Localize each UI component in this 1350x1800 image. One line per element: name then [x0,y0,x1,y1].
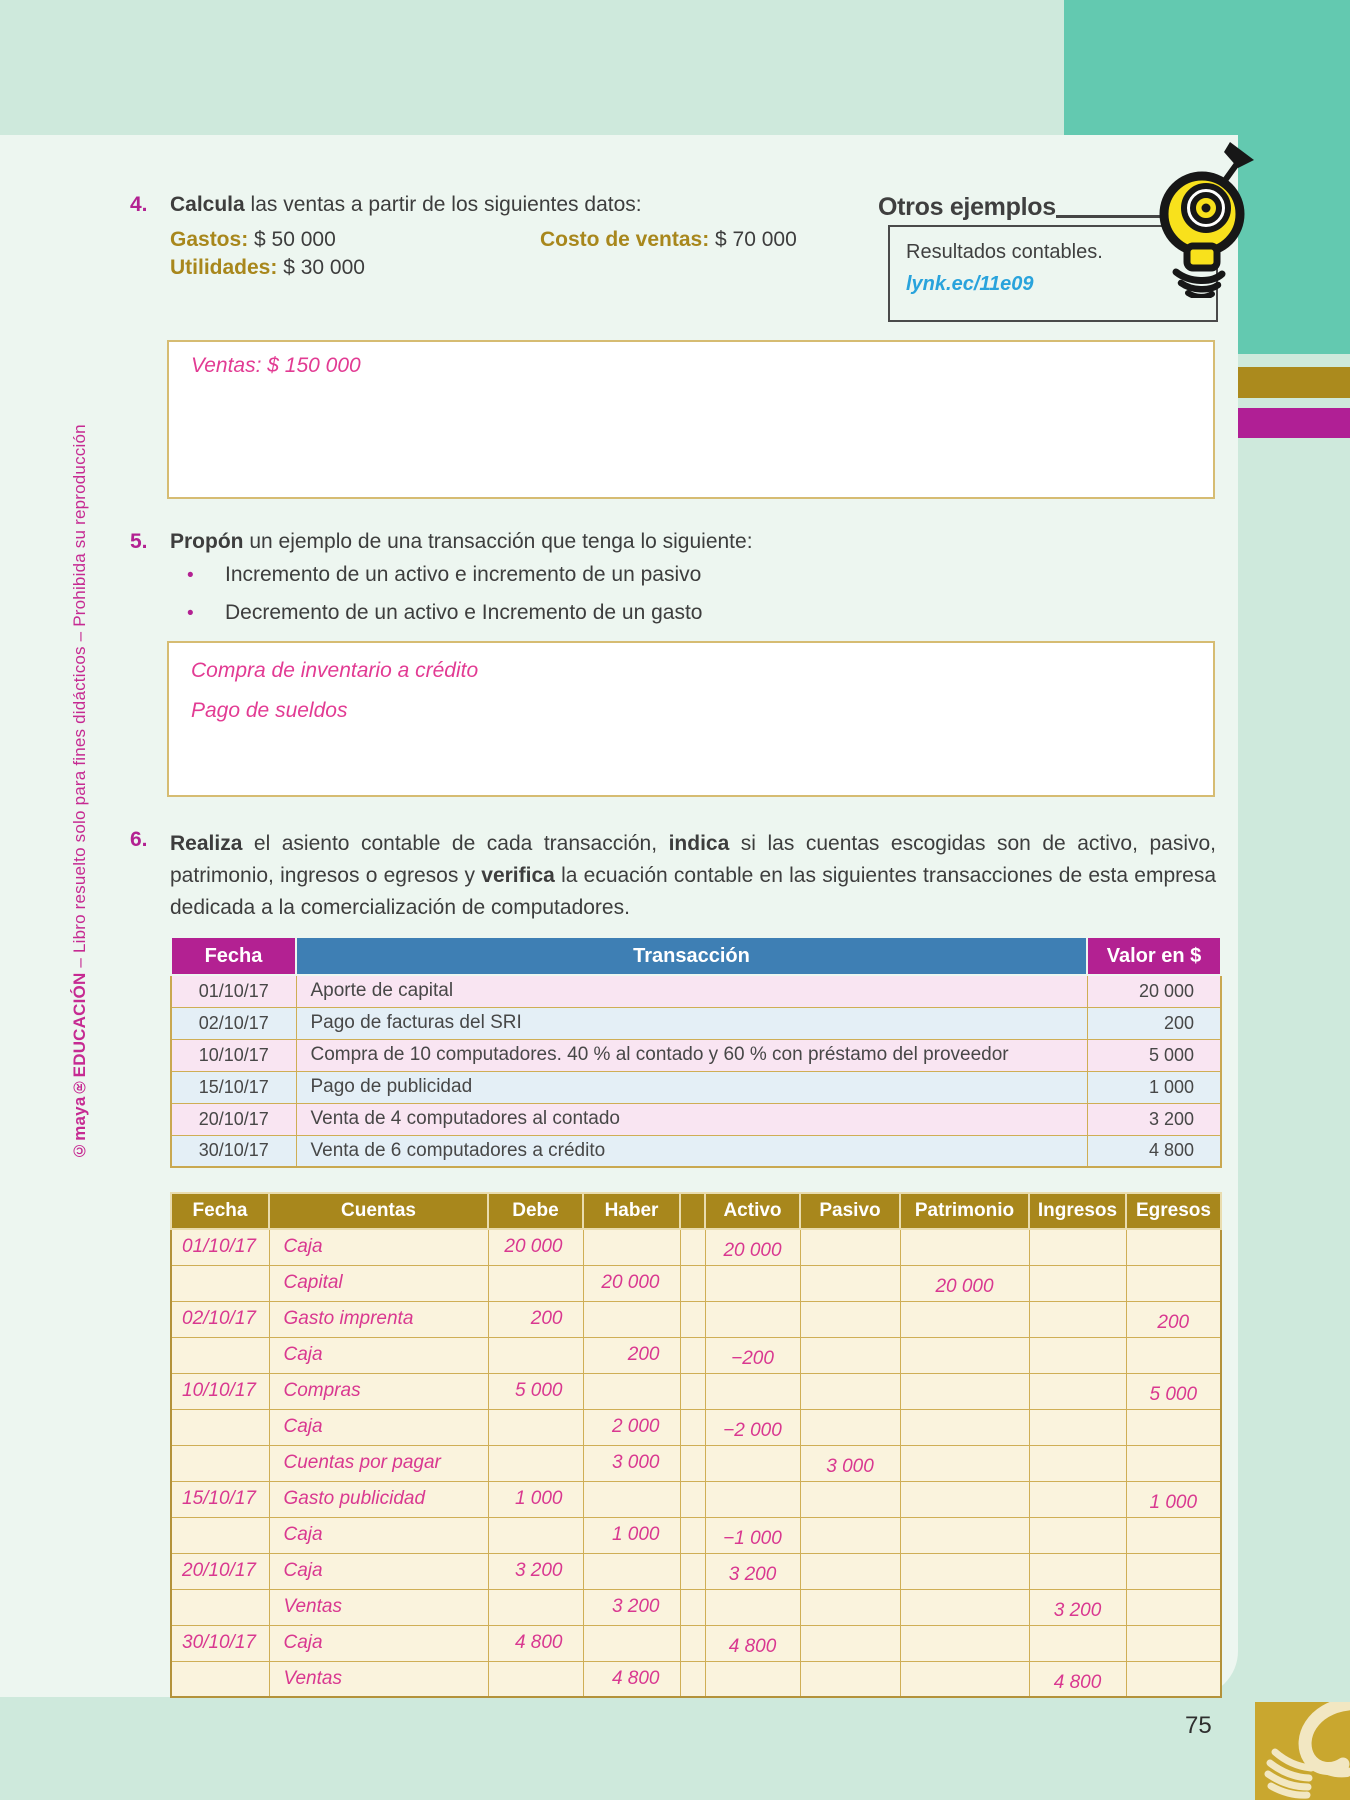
table-row [171,1301,1221,1337]
table-cell [488,1265,583,1301]
table-cell [800,1301,900,1337]
table-cell [1126,1625,1221,1661]
table-cell [488,1589,583,1625]
table-cell [583,1481,680,1517]
table-cell: 1 000 [1126,1481,1221,1517]
table-cell: Pago de publicidad [296,1071,1087,1103]
table-cell: 30/10/17 [171,1625,269,1661]
table-cell [900,1445,1029,1481]
column-header-patrimonio: Patrimonio [900,1193,1029,1229]
table-cell: 20/10/17 [171,1553,269,1589]
copyright-watermark [70,405,100,1160]
table-cell [680,1373,705,1409]
table-cell: 1 000 [1087,1071,1221,1103]
table-cell: −2 000 [705,1409,800,1445]
bullet-icon: • [187,565,194,586]
table-row [171,1409,1221,1445]
table-cell [900,1589,1029,1625]
exercise-6-verb-1: Realiza [170,832,243,855]
table-cell: 3 000 [583,1445,680,1481]
table-cell: 1 000 [583,1517,680,1553]
table-row [171,1229,1221,1265]
table-cell [488,1409,583,1445]
table-cell: 20 000 [705,1229,800,1265]
table-cell [1029,1301,1126,1337]
table-cell [680,1481,705,1517]
table-row [171,1589,1221,1625]
table-cell: Gasto imprenta [269,1301,488,1337]
table-row [171,1337,1221,1373]
table-cell [1029,1517,1126,1553]
table-cell [900,1553,1029,1589]
watermark-brand: ©maya®EDUCACIÓN [70,972,89,1160]
table-cell [488,1337,583,1373]
table-cell [171,1589,269,1625]
exercise-4-statement [130,192,642,218]
table-cell: 5 000 [488,1373,583,1409]
content-card [0,135,1238,1697]
table-cell [1126,1589,1221,1625]
exercise-5-answer-1: Compra de inventario a crédito [191,659,479,682]
table-cell [800,1409,900,1445]
table-cell: 20 000 [900,1265,1029,1301]
table-cell [800,1337,900,1373]
table-cell: 4 800 [488,1625,583,1661]
table-cell: Aporte de capital [296,975,1087,1007]
table-cell: Ventas [269,1661,488,1697]
table-cell [705,1445,800,1481]
table-cell [705,1265,800,1301]
exercise-4-number: 4. [130,193,148,216]
table-cell: 01/10/17 [171,975,296,1007]
table-cell: 200 [583,1337,680,1373]
table-cell [705,1661,800,1697]
column-header-debe: Debe [488,1193,583,1229]
table-cell [171,1517,269,1553]
table-cell [800,1481,900,1517]
bullet-1-text: Incremento de un activo e incremento de un pasivo [225,563,702,586]
journal-table-header [171,1193,1221,1229]
table-cell [900,1409,1029,1445]
table-cell: Compras [269,1373,488,1409]
transactions-table [170,936,1222,1168]
table-header-row [171,1193,1221,1229]
table-cell [1029,1553,1126,1589]
table-cell [1126,1661,1221,1697]
table-row [171,1553,1221,1589]
table-cell: 15/10/17 [171,1071,296,1103]
table-cell: 02/10/17 [171,1301,269,1337]
journal-table-body [171,1229,1221,1697]
table-cell [171,1661,269,1697]
exercise-6-seg-6: la ecuación contable en las siguientes transacciones de esta empresa dedicada a la comercialización de computadores. [170,864,1216,919]
table-row [171,1517,1221,1553]
table-cell: Capital [269,1265,488,1301]
exercise-6-statement [170,828,1216,924]
table-cell: 200 [1087,1007,1221,1039]
exercise-5-text: un ejemplo de una transacción que tenga lo siguiente: [243,530,753,553]
table-cell: Venta de 6 computadores a crédito [296,1135,1087,1167]
table-cell: Caja [269,1337,488,1373]
table-cell: 20 000 [488,1229,583,1265]
table-cell [171,1265,269,1301]
table-cell [1029,1337,1126,1373]
table-cell [1029,1445,1126,1481]
table-cell: 5 000 [1087,1039,1221,1071]
table-cell: 30/10/17 [171,1135,296,1167]
gastos-value: $ 50 000 [254,228,336,251]
table-cell: Compra de 10 computadores. 40 % al contado y 60 % con préstamo del proveedor [296,1039,1087,1071]
table-cell [1029,1481,1126,1517]
table-row [171,1007,1221,1039]
table-cell: 3 200 [705,1553,800,1589]
exercise-4-verb: Calcula [170,193,245,216]
column-header-fecha: Fecha [171,1193,269,1229]
table-cell [680,1229,705,1265]
column-header-ingresos: Ingresos [1029,1193,1126,1229]
table-cell [680,1517,705,1553]
table-row [171,1135,1221,1167]
table-cell: 4 800 [583,1661,680,1697]
table-cell: 1 000 [488,1481,583,1517]
table-cell [705,1301,800,1337]
table-cell [171,1337,269,1373]
utilidades-value: $ 30 000 [283,256,365,279]
bullet-2-text: Decremento de un activo e Incremento de un gasto [225,601,703,624]
column-header-pasivo: Pasivo [800,1193,900,1229]
table-cell: 4 800 [1087,1135,1221,1167]
exercise-6-verb-3: verifica [481,864,555,887]
exercise-5-bullet-2 [187,601,702,625]
table-cell [800,1229,900,1265]
utilidades-label: Utilidades: [170,256,278,279]
table-cell [1126,1229,1221,1265]
table-cell [1029,1625,1126,1661]
table-cell: 4 800 [1029,1661,1126,1697]
table-cell [705,1481,800,1517]
table-cell: Caja [269,1229,488,1265]
journal-table [170,1192,1222,1698]
table-cell [1029,1373,1126,1409]
column-header-fecha: Fecha [171,937,296,975]
table-cell [900,1301,1029,1337]
table-row [171,1103,1221,1135]
exercise-6-seg-2: el asiento contable de cada transacción, [242,832,669,855]
table-cell: Cuentas por pagar [269,1445,488,1481]
table-cell [680,1301,705,1337]
table-row [171,1481,1221,1517]
table-cell: Caja [269,1625,488,1661]
table-cell [800,1517,900,1553]
aside-link[interactable]: lynk.ec/11e09 [906,273,1034,295]
exercise-5-answer-box[interactable] [167,641,1215,797]
exercise-5-statement [130,529,753,555]
table-cell: 10/10/17 [171,1039,296,1071]
table-cell [1126,1445,1221,1481]
table-cell: Venta de 4 computadores al contado [296,1103,1087,1135]
table-cell [900,1373,1029,1409]
table-cell: Caja [269,1409,488,1445]
table-cell [1126,1553,1221,1589]
exercise-5-verb: Propón [170,530,244,553]
costo-ventas-pair [540,227,797,253]
aside-title: Otros ejemplos [878,193,1056,221]
table-cell: 3 200 [1087,1103,1221,1135]
table-cell [900,1337,1029,1373]
table-cell: 3 000 [800,1445,900,1481]
table-cell [800,1625,900,1661]
costo-ventas-value: $ 70 000 [715,228,797,251]
exercise-4-text: las ventas a partir de los siguientes datos: [244,193,642,216]
exercise-4-answer-box[interactable] [167,340,1215,499]
table-cell [900,1517,1029,1553]
table-cell [1029,1409,1126,1445]
watermark-text: – Libro resuelto solo para fines didácticos – Prohibida su reproducción [70,424,89,973]
table-cell [705,1373,800,1409]
table-cell [800,1553,900,1589]
table-cell [1029,1265,1126,1301]
table-cell [1126,1409,1221,1445]
exercise-5-answer-2: Pago de sueldos [191,699,348,722]
table-cell [680,1589,705,1625]
table-cell: Pago de facturas del SRI [296,1007,1087,1039]
maya-hand-logo [1255,1702,1350,1800]
table-cell: 200 [488,1301,583,1337]
table-cell [1029,1229,1126,1265]
table-cell [488,1661,583,1697]
table-cell [488,1445,583,1481]
table-cell [583,1553,680,1589]
exercise-5-bullet-1 [187,563,701,587]
table-cell [705,1589,800,1625]
column-header-haber: Haber [583,1193,680,1229]
table-cell: 15/10/17 [171,1481,269,1517]
table-header-row [171,937,1221,975]
table-cell [680,1625,705,1661]
column-header-valor: Valor en $ [1087,937,1221,975]
table-cell [488,1517,583,1553]
exercise-6-verb-2: indica [668,832,730,855]
right-edge-gold-bar [1238,367,1350,398]
table-row [171,1661,1221,1697]
table-cell: 01/10/17 [171,1229,269,1265]
table-cell: 3 200 [488,1553,583,1589]
table-cell: 5 000 [1126,1373,1221,1409]
table-row [171,1071,1221,1103]
aside-text: Resultados contables. [906,241,1103,263]
table-cell: 02/10/17 [171,1007,296,1039]
page-number: 75 [1185,1712,1212,1739]
table-row [171,975,1221,1007]
hand-holding-bulb-icon [1255,1702,1350,1800]
table-cell [1126,1265,1221,1301]
table-cell: 10/10/17 [171,1373,269,1409]
transactions-table-header [171,937,1221,975]
table-cell: Ventas [269,1589,488,1625]
table-cell [171,1445,269,1481]
table-cell [583,1229,680,1265]
table-cell [1126,1517,1221,1553]
table-row [171,1373,1221,1409]
table-cell: 3 200 [583,1589,680,1625]
table-cell [900,1625,1029,1661]
table-cell: 200 [1126,1301,1221,1337]
table-row [171,1625,1221,1661]
table-cell [680,1337,705,1373]
exercise-6-number: 6. [130,828,148,851]
exercise-5-number: 5. [130,530,148,553]
table-row [171,1445,1221,1481]
exercise-6-seg-4: si las cuentas escogidas son de activo, pasivo, patrimonio, ingresos o egresos y [170,832,1217,887]
costo-ventas-label: Costo de ventas: [540,228,710,251]
table-cell: 20/10/17 [171,1103,296,1135]
idea-lightbulb-target-icon [1158,140,1258,298]
table-cell [800,1265,900,1301]
exercise-4-data-line-2 [170,255,365,281]
table-cell [583,1301,680,1337]
table-cell: Caja [269,1553,488,1589]
table-cell [900,1661,1029,1697]
table-cell: −200 [705,1337,800,1373]
table-cell: 20 000 [583,1265,680,1301]
table-cell: −1 000 [705,1517,800,1553]
table-cell: 4 800 [705,1625,800,1661]
table-cell: 3 200 [1029,1589,1126,1625]
table-cell [680,1409,705,1445]
column-header-activo: Activo [705,1193,800,1229]
right-edge-magenta-bar [1238,408,1350,438]
column-header-transaccion: Transacción [296,937,1087,975]
bullet-icon: • [187,603,194,624]
table-cell [171,1409,269,1445]
table-cell [680,1265,705,1301]
column-header-egresos: Egresos [1126,1193,1221,1229]
table-cell [800,1661,900,1697]
gastos-label: Gastos: [170,228,249,251]
transactions-table-body [171,975,1221,1167]
table-cell [1126,1337,1221,1373]
table-cell: Gasto publicidad [269,1481,488,1517]
exercise-4-answer: Ventas: $ 150 000 [191,354,361,377]
table-cell: 20 000 [1087,975,1221,1007]
table-row [171,1039,1221,1071]
table-cell [583,1625,680,1661]
column-header-spacer [680,1193,705,1229]
table-cell [680,1553,705,1589]
table-cell [800,1589,900,1625]
table-cell [900,1229,1029,1265]
table-cell: 2 000 [583,1409,680,1445]
column-header-cuentas: Cuentas [269,1193,488,1229]
table-cell [583,1373,680,1409]
table-row [171,1265,1221,1301]
table-cell [680,1661,705,1697]
table-cell [900,1481,1029,1517]
table-cell: Caja [269,1517,488,1553]
table-cell [800,1373,900,1409]
table-cell [680,1445,705,1481]
